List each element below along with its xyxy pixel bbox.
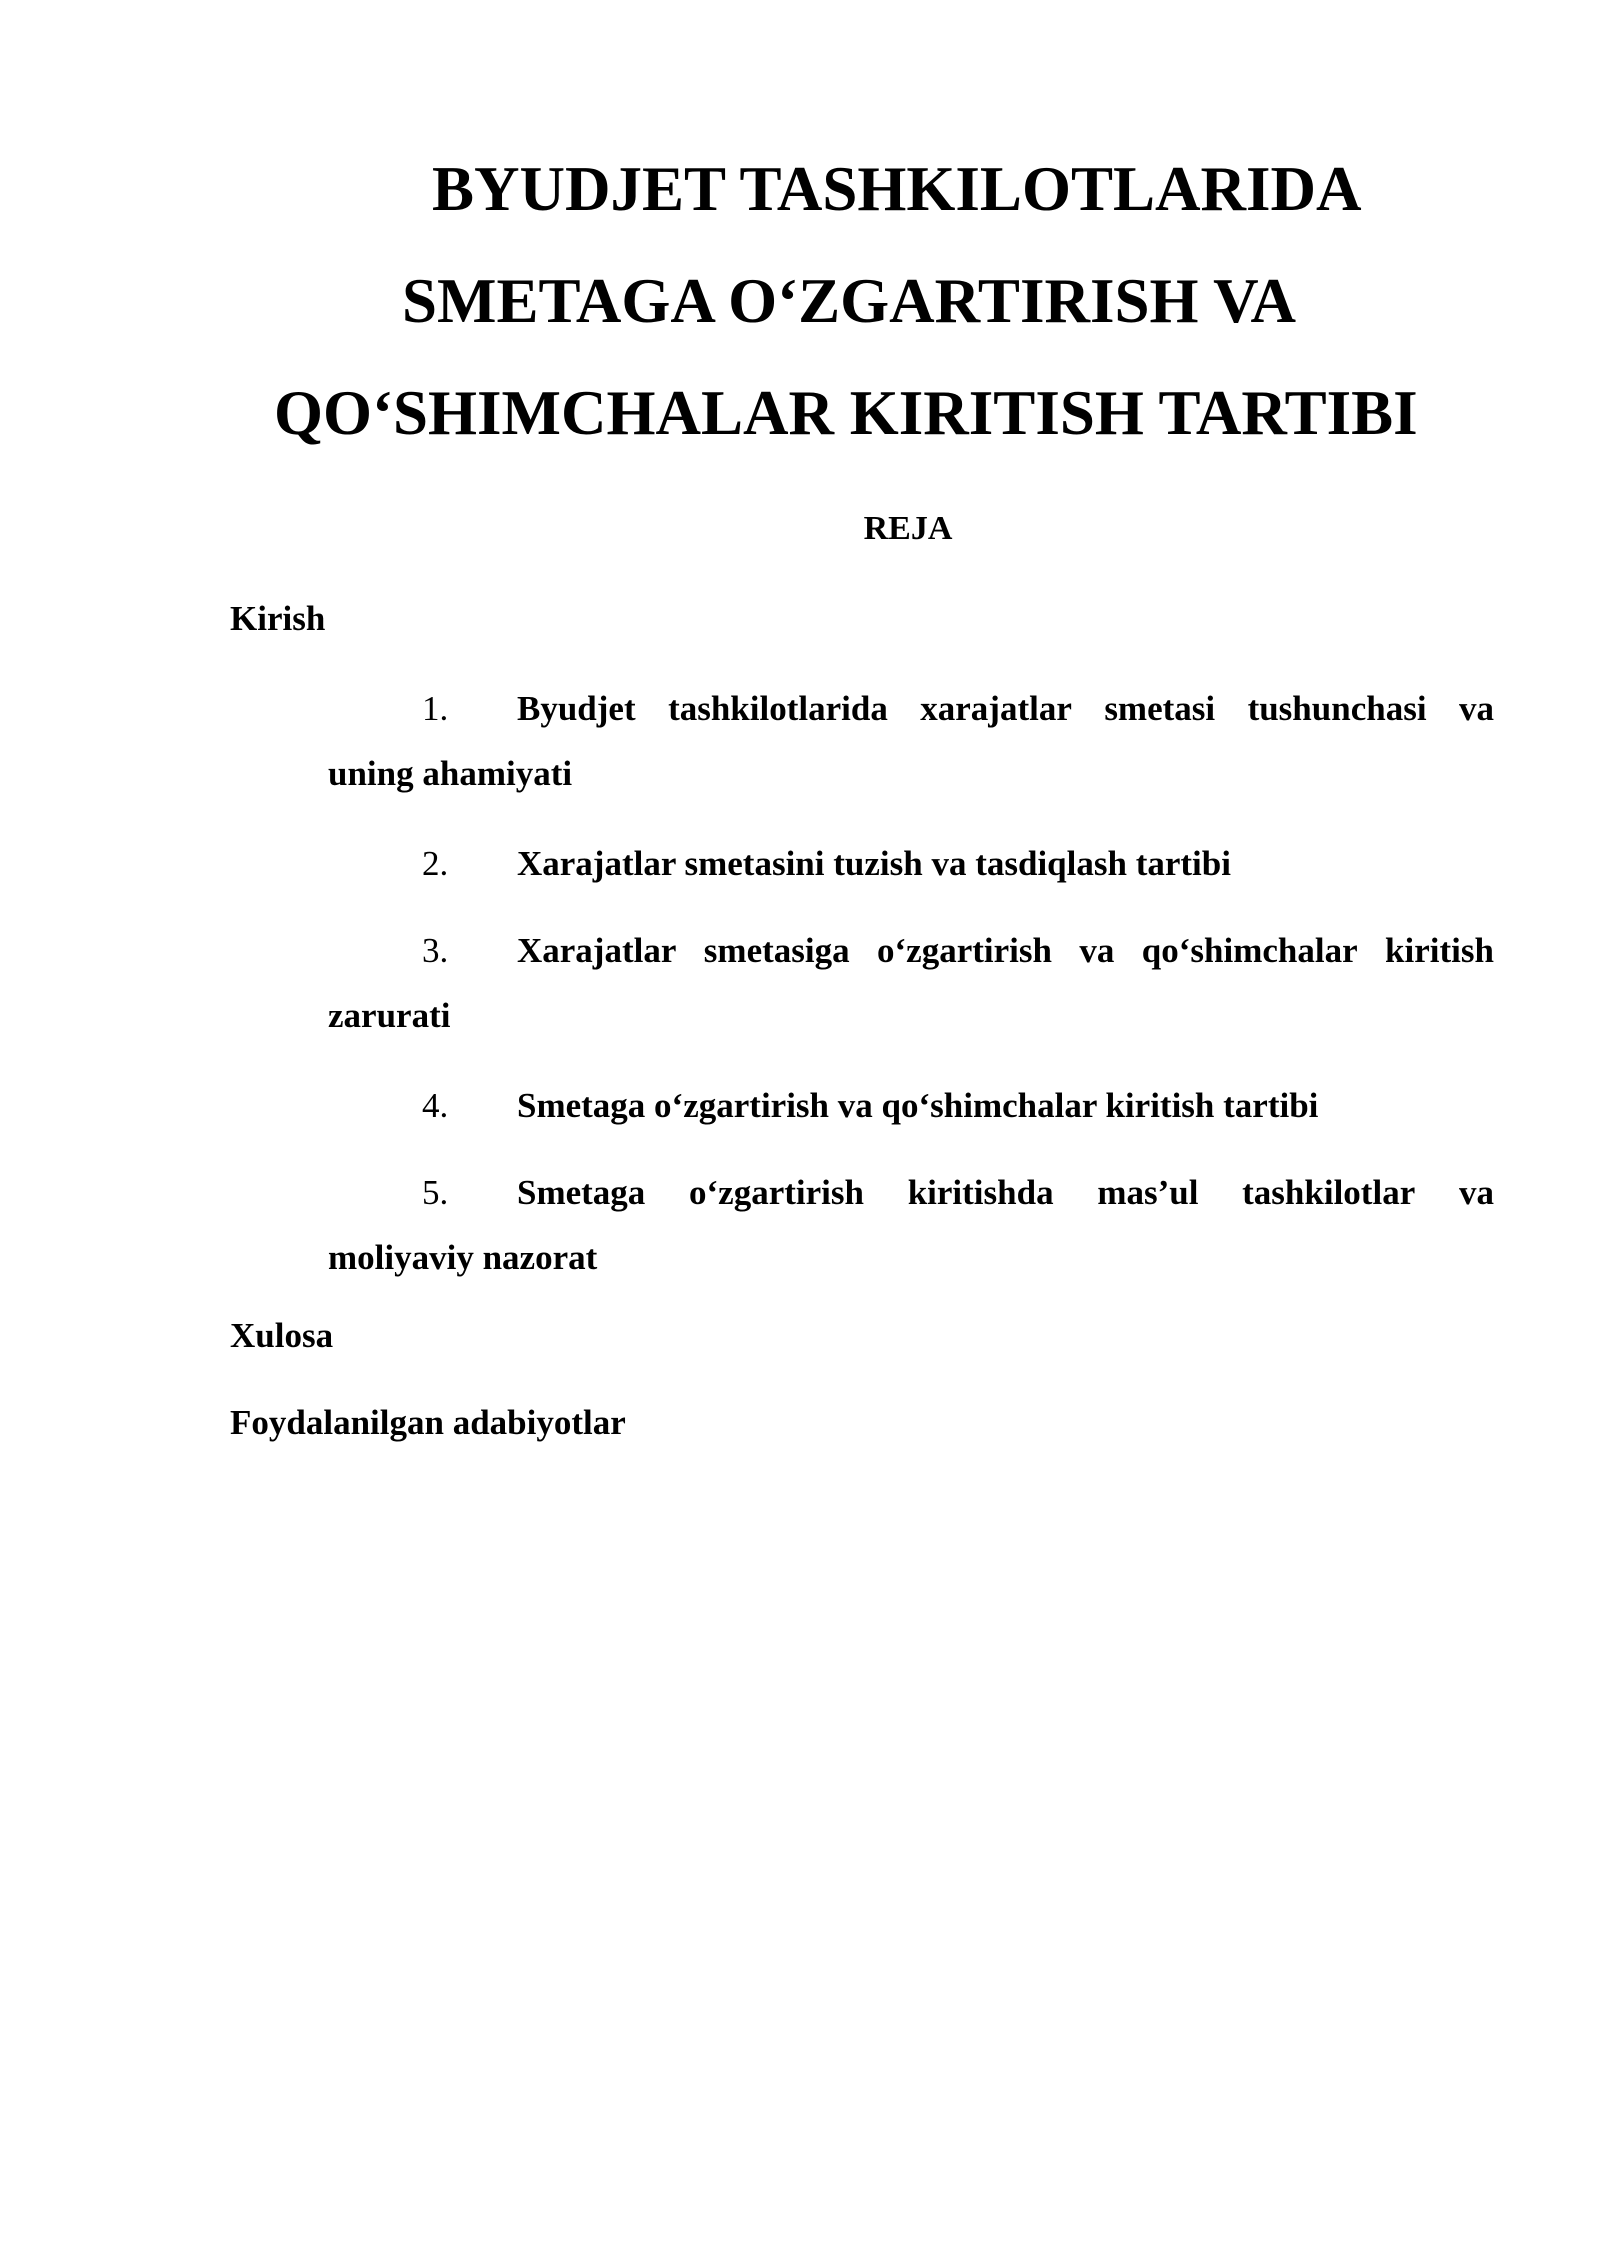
plan-item-1 <box>328 676 1494 806</box>
plan-item-4 <box>328 1073 1494 1138</box>
plan-item-text: Xarajatlar smetasiga o‘zgartirish va qo‘shimchalar kiritish <box>517 931 1494 970</box>
intro-heading: Kirish <box>230 599 326 638</box>
plan-item-text-continuation: moliyaviy nazorat <box>328 1238 598 1277</box>
plan-item-text: Smetaga o‘zgartirish kiritishda mas’ul tashkilotlar va <box>517 1173 1494 1212</box>
plan-item-5 <box>328 1160 1494 1290</box>
plan-item-text: Smetaga o‘zgartirish va qo‘shimchalar kiritish tartibi <box>517 1086 1319 1125</box>
document-title-line-3: QO‘SHIMCHALAR KIRITISH TARTIBI <box>274 378 1418 448</box>
document-title-line-2: SMETAGA O‘ZGARTIRISH VA <box>402 266 1296 336</box>
plan-item-text-continuation: zarurati <box>328 996 451 1035</box>
document-title-line-1: BYUDJET TASHKILOTLARIDA <box>432 154 1362 224</box>
plan-item-number: 4. <box>422 1086 449 1125</box>
plan-item-number: 1. <box>422 689 449 728</box>
plan-item-text: Byudjet tashkilotlarida xarajatlar smetasi tushunchasi va <box>517 689 1494 728</box>
plan-item-text-continuation: uning ahamiyati <box>328 754 573 793</box>
plan-heading: REJA <box>863 510 953 547</box>
plan-item-2 <box>328 831 1494 896</box>
plan-item-number: 2. <box>422 844 449 883</box>
conclusion-heading: Xulosa <box>230 1316 334 1355</box>
plan-item-3 <box>328 918 1494 1048</box>
plan-item-text: Xarajatlar smetasini tuzish va tasdiqlash tartibi <box>517 844 1231 883</box>
references-heading: Foydalanilgan adabiyotlar <box>230 1403 626 1442</box>
plan-item-number: 5. <box>422 1173 449 1212</box>
plan-item-number: 3. <box>422 931 449 970</box>
